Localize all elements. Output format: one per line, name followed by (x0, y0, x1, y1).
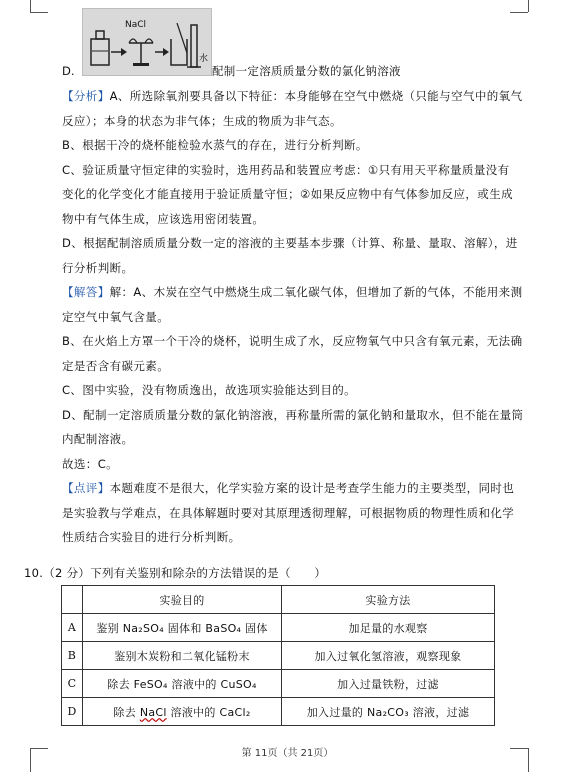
analysis-line (62, 407, 523, 423)
analysis-line (62, 456, 118, 472)
question-score: （2 分） (43, 566, 91, 580)
water-label: 水 (199, 54, 209, 64)
option-d-label: D. (62, 64, 75, 78)
option-purpose: 鉴别木炭粉和二氧化锰粉末 (83, 642, 282, 670)
analysis-text: B、在火焰上方罩一个干冷的烧杯，说明生成了水，反应物氧气中只含有氧元素，无法确 (62, 334, 523, 348)
analysis-line (62, 480, 514, 496)
option-key: B (62, 642, 83, 670)
analysis-line (62, 333, 523, 349)
nacl-label: NaCl (125, 20, 147, 30)
analysis-text: 是实验教与学难点，在具体解题时要对其原理透彻理解，可根据物质的物理性质和化学 (62, 505, 515, 520)
option-purpose (83, 698, 282, 726)
analysis-text: 内配制溶液。 (62, 432, 134, 446)
analysis-text: C、验证质量守恒定律的实验时，选用药品和装置应考虑：①只有用天平称量质量没有 (62, 162, 510, 177)
analysis-text: 定是否含有碳元素。 (62, 358, 170, 373)
crop-mark (30, 12, 48, 13)
section-tag: 【解答】 (62, 285, 110, 299)
analysis-line (62, 186, 513, 202)
analysis-line (62, 162, 510, 178)
option-method: 加入过氧化氢溶液，观察现象 (282, 642, 495, 670)
option-key: C (62, 670, 83, 698)
table-row (62, 698, 495, 726)
question-stem: 下列有关鉴别和除杂的方法错误的是（ ） (90, 566, 327, 580)
analysis-text: A、所选除氧剂要具备以下特征：本身能够在空气中燃烧（只能与空气中的氧气 (109, 89, 523, 103)
section-tag: 【点评】 (62, 481, 110, 495)
analysis-text: 反应）；本身的状态为非气体；生成的物质为非气态。 (62, 113, 342, 128)
option-key: D (62, 698, 83, 726)
analysis-text: 行分析判断。 (62, 260, 134, 275)
analysis-line (62, 382, 356, 398)
analysis-text: 定空气中氧气含量。 (62, 309, 170, 324)
analysis-line (62, 88, 522, 104)
analysis-line (62, 431, 133, 447)
analysis-text: C、图中实验，没有物质逸出，故选项实验能达到目的。 (62, 383, 357, 397)
crop-mark (528, 0, 529, 12)
option-key: A (62, 614, 83, 642)
purpose-underlined: NaCl (139, 705, 167, 719)
purpose-prefix: 除去 (113, 705, 140, 719)
analysis-line (62, 505, 514, 521)
apparatus-diagram (83, 9, 211, 75)
purpose-suffix: 溶液中的 CaCl₂ (166, 705, 251, 719)
table-row (62, 614, 495, 642)
analysis-line (62, 235, 518, 251)
question-10 (24, 565, 326, 581)
analysis-line (62, 309, 169, 325)
options-table (61, 585, 495, 726)
table-header-cell: 实验目的 (83, 586, 282, 614)
option-purpose: 鉴别 Na₂SO₄ 固体和 BaSO₄ 固体 (83, 614, 282, 642)
analysis-text: B、根据干冷的烧杯能检验水蒸气的存在，进行分析判断。 (62, 138, 368, 152)
table-header-cell (62, 586, 83, 614)
analysis-text: 变化的化学变化才能直接用于验证质量守恒；②如果反应物中有气体参加反应，或生成 (62, 187, 514, 201)
option-method: 加入过量的 Na₂CO₃ 溶液，过滤 (282, 698, 495, 726)
option-d-caption: 配制一定溶质质量分数的氯化钠溶液 (212, 64, 401, 78)
analysis-text: 性质结合实验目的进行分析判断。 (62, 530, 241, 544)
crop-mark (510, 12, 528, 13)
section-tag: 【分析】 (62, 89, 110, 103)
analysis-line (62, 211, 264, 227)
table-header-row (62, 586, 495, 614)
table-row (62, 670, 495, 698)
question-number: 10. (24, 566, 44, 580)
analysis-text: 故选：C。 (62, 456, 119, 471)
option-method: 加足量的水观察 (282, 614, 495, 642)
analysis-line (62, 113, 342, 129)
apparatus-figure (82, 8, 212, 76)
option-purpose: 除去 FeSO₄ 溶液中的 CuSO₄ (83, 670, 282, 698)
analysis-text: 解：A、木炭在空气中燃烧生成二氧化碳气体，但增加了新的气体，不能用来测 (109, 285, 523, 299)
analysis-text: D、根据配制溶质质量分数一定的溶液的主要基本步骤（计算、称量、量取、溶解），进 (62, 236, 518, 250)
page-footer: 第 11页（共 21页） (241, 748, 334, 759)
analysis-line (62, 137, 368, 153)
analysis-line (62, 529, 241, 545)
crop-mark (30, 0, 31, 12)
analysis-line (62, 260, 133, 276)
option-method: 加入过量铁粉，过滤 (282, 670, 495, 698)
analysis-text: 本题难度不是很大，化学实验方案的设计是考查学生能力的主要类型，同时也 (109, 481, 515, 495)
analysis-line (62, 284, 522, 300)
analysis-text: 物中有气体生成，应该选用密闭装置。 (62, 211, 265, 226)
analysis-line (62, 358, 169, 374)
table-header-cell: 实验方法 (282, 586, 495, 614)
analysis-text: D、配制一定溶质质量分数的氯化钠溶液，再称量所需的氯化钠和量取水，但不能在量筒 (62, 407, 524, 422)
table-row (62, 642, 495, 670)
